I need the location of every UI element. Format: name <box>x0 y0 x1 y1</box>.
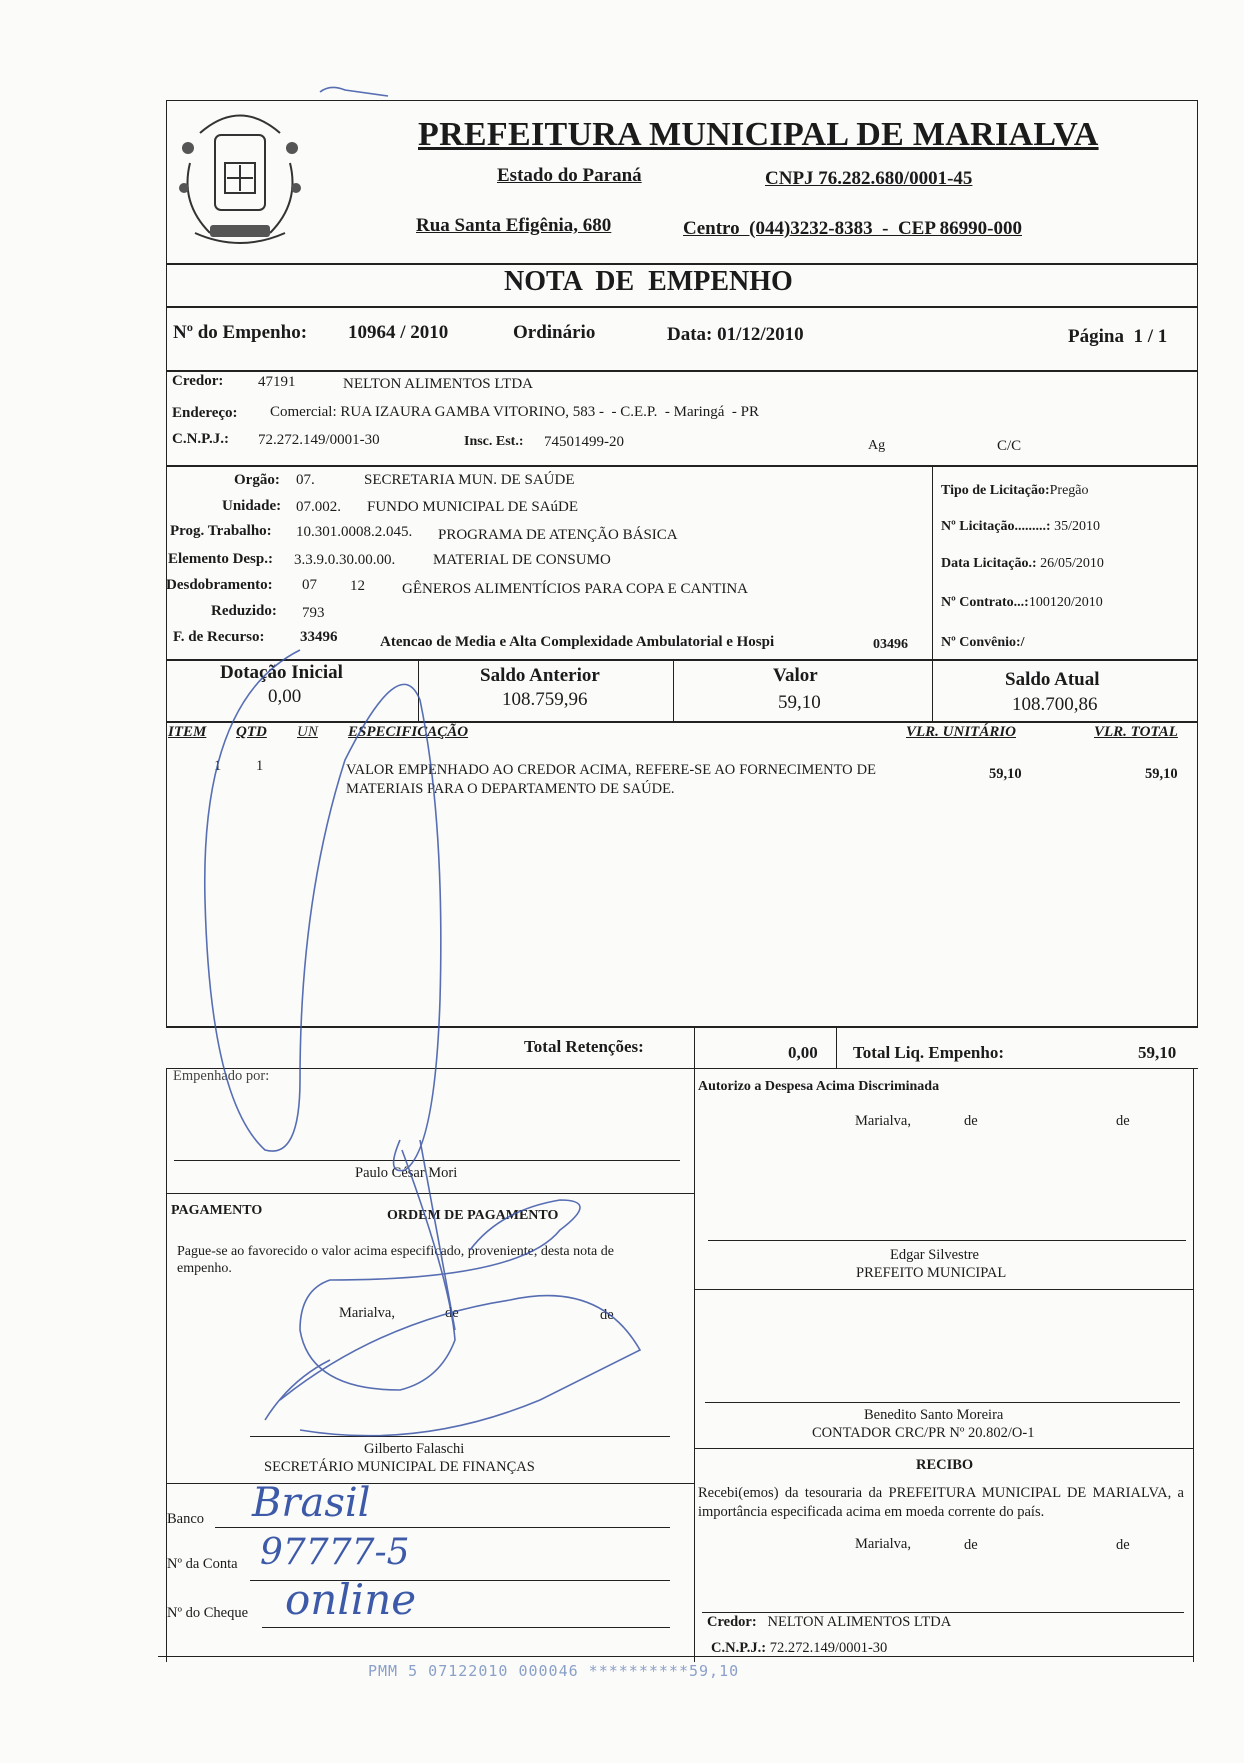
empenho-number: 10964 / 2010 <box>348 322 449 343</box>
recurso-label: F. de Recurso: <box>173 629 265 645</box>
liquido-label: Total Liq. Empenho: <box>853 1043 1004 1062</box>
col-spec: ESPECIFICAÇÃO <box>348 724 469 740</box>
reduzido-label: Reduzido: <box>211 603 277 619</box>
header-contact: Centro (044)3232-8383 - CEP 86990-000 <box>683 218 1022 239</box>
saldo-anterior-label: Saldo Anterior <box>480 665 600 686</box>
pague-text: Pague-se ao favorecido o valor acima especificado, proveniente, desta nota de empenho. <box>177 1244 614 1276</box>
cheque-value[interactable]: online <box>285 1575 417 1624</box>
empenho-number-label: Nº do Empenho: <box>173 322 308 343</box>
empenho-type: Ordinário <box>513 322 596 343</box>
credor-name: NELTON ALIMENTOS LTDA <box>343 376 534 392</box>
desdobramento-code1: 07 <box>302 577 317 593</box>
prog-name: PROGRAMA DE ATENÇÃO BÁSICA <box>438 527 678 543</box>
unidade-code: 07.002. <box>296 499 341 515</box>
num-licitacao-label: Nº Licitação.........: <box>941 519 1051 534</box>
col-un: UN <box>297 724 318 740</box>
num-licitacao-value: 35/2010 <box>1054 519 1100 534</box>
credor-cnpj-label: C.N.P.J.: <box>172 431 229 447</box>
desdobramento-code2: 12 <box>350 578 365 594</box>
credor-cnpj-value: 72.272.149/0001-30 <box>258 432 380 448</box>
prog-code: 10.301.0008.2.045. <box>296 524 413 540</box>
endereco-value: Comercial: RUA IZAURA GAMBA VITORINO, 583 - - C.E.P. - Maringá - PR <box>270 404 760 420</box>
row-spec: VALOR EMPENHADO AO CREDOR ACIMA, REFERE-SE AO FORNECIMENTO DE MATERIAIS PARA O DEPARTAMENTO DE SAÚDE. <box>346 762 876 797</box>
prefeito-title: PREFEITO MUNICIPAL <box>856 1265 1007 1281</box>
header-title: PREFEITURA MUNICIPAL DE MARIALVA <box>418 116 1099 153</box>
recibo-credor-value: NELTON ALIMENTOS LTDA <box>767 1614 952 1630</box>
contrato-value: 100120/2010 <box>1028 595 1103 610</box>
pagamento-label: PAGAMENTO <box>171 1203 263 1218</box>
header-state: Estado do Paraná <box>497 165 642 186</box>
recibo-de-1: de <box>964 1537 978 1553</box>
ordem-pagamento-label: ORDEM DE PAGAMENTO <box>387 1208 559 1223</box>
dotacao-label: Dotação Inicial <box>220 662 343 683</box>
empenhado-name: Paulo César Mori <box>355 1165 458 1181</box>
recibo-credor-label: Credor: <box>707 1614 757 1630</box>
doc-title: NOTA DE EMPENHO <box>504 266 793 297</box>
recibo-de-2: de <box>1116 1537 1130 1553</box>
elemento-name: MATERIAL DE CONSUMO <box>433 552 611 568</box>
conta-label: Nº da Conta <box>167 1556 238 1572</box>
cc-label: C/C <box>997 438 1022 454</box>
recibo-text: Recebi(emos) da tesouraria da PREFEITURA MUNICIPAL DE MARIALVA, a importância especificada acima em moeda corrente do país. <box>698 1485 1184 1520</box>
saldo-anterior-value: 108.759,96 <box>502 689 588 710</box>
ag-label: Ag <box>868 438 886 453</box>
autorizo-city: Marialva, <box>855 1113 911 1129</box>
cheque-label: Nº do Cheque <box>167 1605 249 1621</box>
recurso-code: 33496 <box>300 629 338 645</box>
saldo-atual-label: Saldo Atual <box>1005 669 1100 690</box>
liquido-value: 59,10 <box>1138 1043 1177 1062</box>
autorizo-label: Autorizo a Despesa Acima Discriminada <box>698 1079 940 1094</box>
saldo-atual-value: 108.700,86 <box>1012 694 1098 715</box>
convenio-label: Nº Convênio:/ <box>941 635 1025 650</box>
unidade-name: FUNDO MUNICIPAL DE SAúDE <box>367 499 578 515</box>
header-cnpj: CNPJ 76.282.680/0001-45 <box>765 168 973 189</box>
tipo-licitacao-value: Pregão <box>1049 483 1089 498</box>
row-unit: 59,10 <box>989 766 1022 782</box>
col-qtd: QTD <box>236 724 267 740</box>
col-unit: VLR. UNITÁRIO <box>906 724 1017 740</box>
credor-label: Credor: <box>172 373 224 389</box>
header-address: Rua Santa Efigênia, 680 <box>416 215 612 236</box>
secretario-name: Gilberto Falaschi <box>364 1441 465 1457</box>
pagamento-city: Marialva, <box>339 1305 395 1321</box>
row-item: 1 <box>214 758 222 774</box>
tipo-licitacao-label-text: Tipo de Licitação: <box>941 483 1050 498</box>
reduzido-value: 793 <box>302 605 325 621</box>
unidade-label: Unidade: <box>222 498 282 514</box>
retencoes-value: 0,00 <box>788 1043 818 1062</box>
desdobramento-label: Desdobramento: <box>166 577 273 593</box>
contador-name: Benedito Santo Moreira <box>864 1407 1004 1423</box>
contrato-label: Nº Contrato...: <box>941 595 1029 610</box>
banco-label: Banco <box>167 1511 205 1527</box>
data-licitacao-value: 26/05/2010 <box>1040 556 1104 571</box>
page-number: Página 1 / 1 <box>1068 326 1168 347</box>
dotacao-value: 0,00 <box>268 686 302 707</box>
pagamento-de-2: de <box>600 1307 614 1323</box>
prefeito-name: Edgar Silvestre <box>890 1247 979 1263</box>
conta-value[interactable]: 97777-5 <box>260 1532 410 1573</box>
elemento-label: Elemento Desp.: <box>168 551 273 567</box>
endereco-label: Endereço: <box>172 405 238 421</box>
contador-title: CONTADOR CRC/PR Nº 20.802/O-1 <box>812 1425 1035 1441</box>
prog-label: Prog. Trabalho: <box>170 523 272 539</box>
credor-code: 47191 <box>258 374 296 390</box>
authentication-stamp: PMM 5 07122010 000046 **********59,10 <box>368 1662 740 1680</box>
desdobramento-name: GÊNEROS ALIMENTÍCIOS PARA COPA E CANTINA <box>402 581 749 597</box>
orgao-label: Orgão: <box>234 472 280 488</box>
empenho-date: Data: 01/12/2010 <box>667 324 804 345</box>
recibo-cnpj-value: 72.272.149/0001-30 <box>769 1640 888 1656</box>
empenhado-label: Empenhado por: <box>173 1068 270 1084</box>
recibo-cnpj-label: C.N.P.J.: <box>711 1640 767 1656</box>
recibo-city: Marialva, <box>855 1536 911 1552</box>
recurso-name: Atencao de Media e Alta Complexidade Ambulatorial e Hospi <box>380 634 775 650</box>
elemento-code: 3.3.9.0.30.00.00. <box>294 552 396 568</box>
orgao-name: SECRETARIA MUN. DE SAÚDE <box>364 472 575 488</box>
valor-label: Valor <box>773 665 818 686</box>
banco-value[interactable]: Brasil <box>252 1480 371 1526</box>
valor-value: 59,10 <box>778 692 821 713</box>
data-licitacao-label: Data Licitação.: <box>941 556 1037 571</box>
pagamento-de-1: de <box>445 1305 459 1321</box>
autorizo-de-2: de <box>1116 1113 1130 1129</box>
secretario-title: SECRETÁRIO MUNICIPAL DE FINANÇAS <box>264 1459 535 1475</box>
orgao-code: 07. <box>296 472 315 488</box>
recibo-title: RECIBO <box>916 1457 974 1473</box>
col-item: ITEM <box>168 724 207 740</box>
row-qtd: 1 <box>256 758 264 774</box>
insc-value: 74501499-20 <box>544 434 624 450</box>
insc-label: Insc. Est.: <box>464 434 524 449</box>
autorizo-de-1: de <box>964 1113 978 1129</box>
col-total: VLR. TOTAL <box>1094 724 1178 740</box>
recurso-code2: 03496 <box>873 637 908 652</box>
row-total: 59,10 <box>1145 766 1178 782</box>
retencoes-label: Total Retenções: <box>524 1037 644 1056</box>
